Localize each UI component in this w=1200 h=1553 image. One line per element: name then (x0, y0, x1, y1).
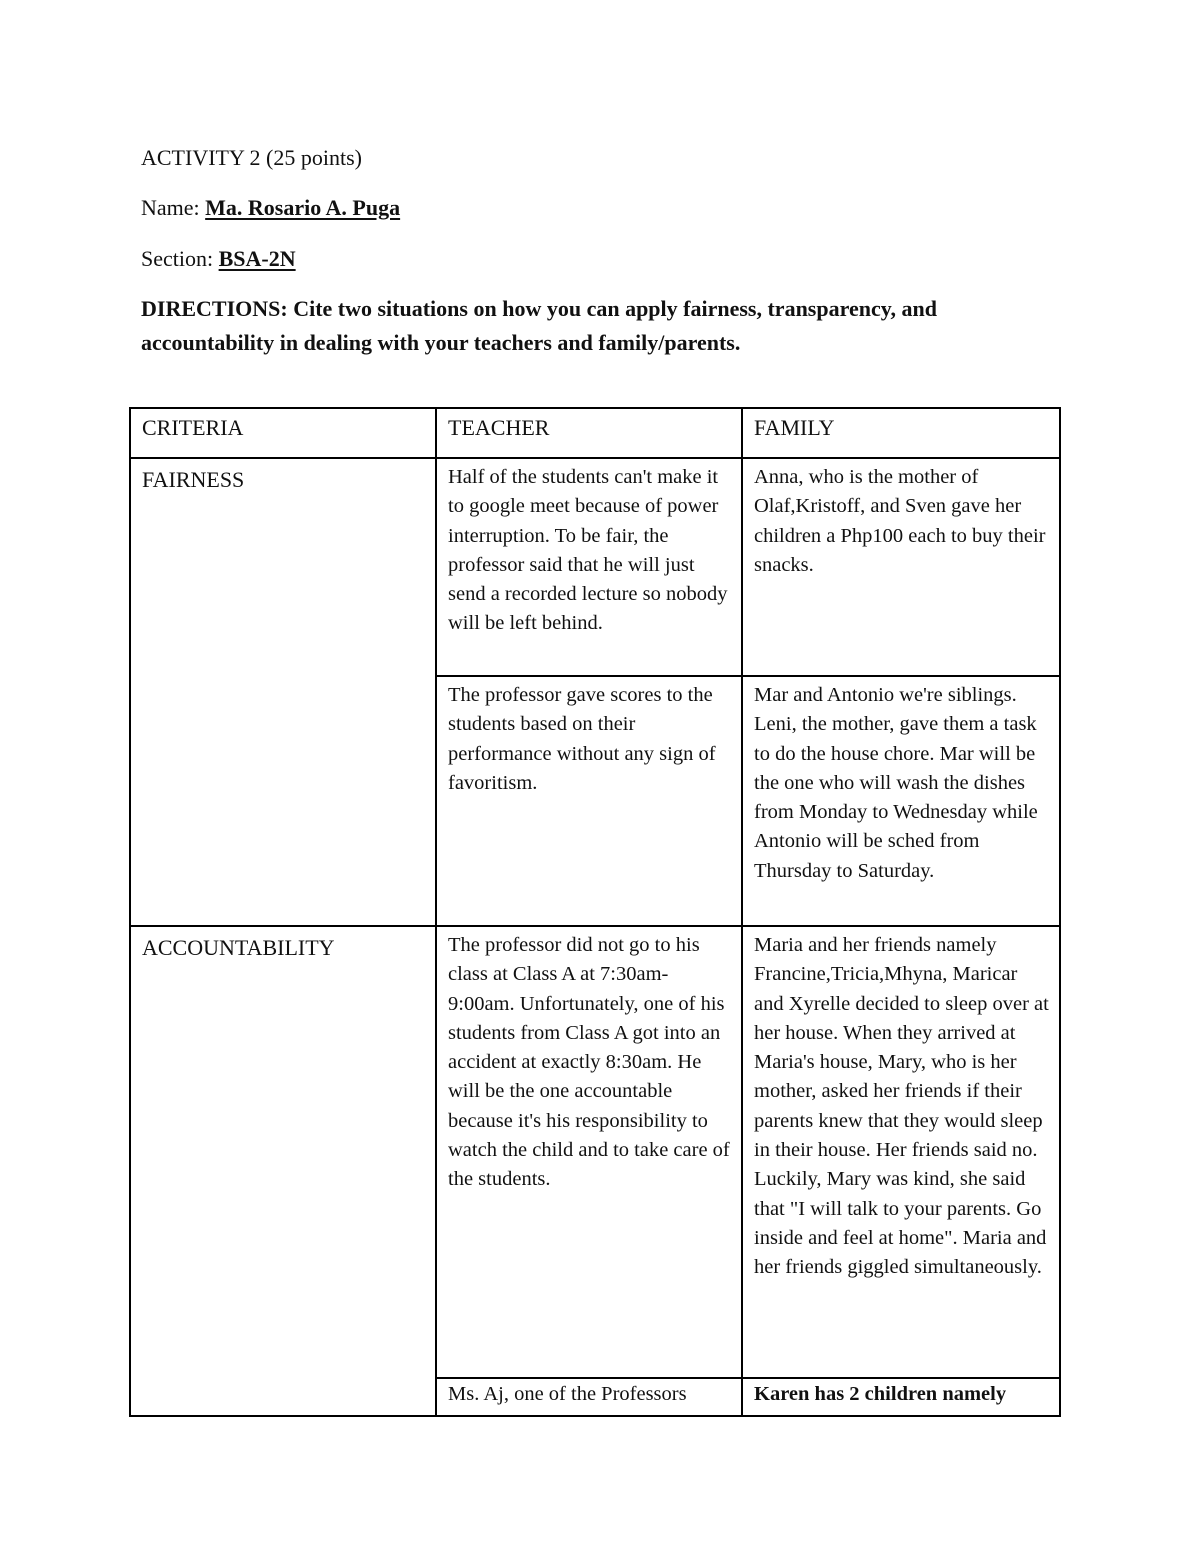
accountability-teacher-1: The professor did not go to his class at Class A at 7:30am-9:00am. Unfortunately, one of his students from Class A got into an accident at exactly 8:30am. He will be the one accountable because it's his responsibility to watch the child and to take care of the students. (436, 926, 742, 1378)
criteria-table (129, 407, 1061, 1417)
table-header-row (130, 408, 1060, 458)
fairness-teacher-1: Half of the students can't make it to google meet because of power interruption. To be fair, the professor said that he will just send a recorded lecture so nobody will be left behind. (436, 458, 742, 676)
header-criteria: CRITERIA (130, 408, 436, 458)
header-family: FAMILY (742, 408, 1060, 458)
fairness-family-1: Anna, who is the mother of Olaf,Kristoff, and Sven gave her children a Php100 each to buy their snacks. (742, 458, 1060, 676)
table-row (130, 458, 1060, 676)
table-row (130, 926, 1060, 1378)
header-teacher: TEACHER (436, 408, 742, 458)
name-label: Name: (141, 195, 200, 220)
section-label: Section: (141, 246, 214, 271)
accountability-family-1: Maria and her friends namely Francine,Tricia,Mhyna, Maricar and Xyrelle decided to sleep over at her house. When they arrived at Maria's house, Mary, who is her mother, asked her friends if their parents knew that they would sleep in their house. Her friends said no. Luckily, Mary was kind, she said that "I will talk to your parents. Go inside and feel at home". Maria and her friends giggled simultaneously. (742, 926, 1060, 1378)
criteria-fairness: FAIRNESS (130, 458, 436, 926)
section-line (141, 246, 296, 272)
accountability-family-2: Karen has 2 children namely (742, 1378, 1060, 1416)
name-line (141, 195, 400, 221)
activity-title: ACTIVITY 2 (25 points) (141, 145, 362, 170)
accountability-teacher-2: Ms. Aj, one of the Professors (436, 1378, 742, 1416)
directions-text: DIRECTIONS: Cite two situations on how you can apply fairness, transparency, and accountability in dealing with your teachers and family/parents. (141, 296, 937, 355)
criteria-accountability: ACCOUNTABILITY (130, 926, 436, 1416)
fairness-teacher-2: The professor gave scores to the students based on their performance without any sign of favoritism. (436, 676, 742, 926)
name-value: Ma. Rosario A. Puga (205, 195, 401, 220)
section-value: BSA-2N (218, 246, 296, 271)
fairness-family-2: Mar and Antonio we're siblings. Leni, the mother, gave them a task to do the house chore. Mar will be the one who will wash the dishes from Monday to Wednesday while Antonio will be sched from Thursday to Saturday. (742, 676, 1060, 926)
